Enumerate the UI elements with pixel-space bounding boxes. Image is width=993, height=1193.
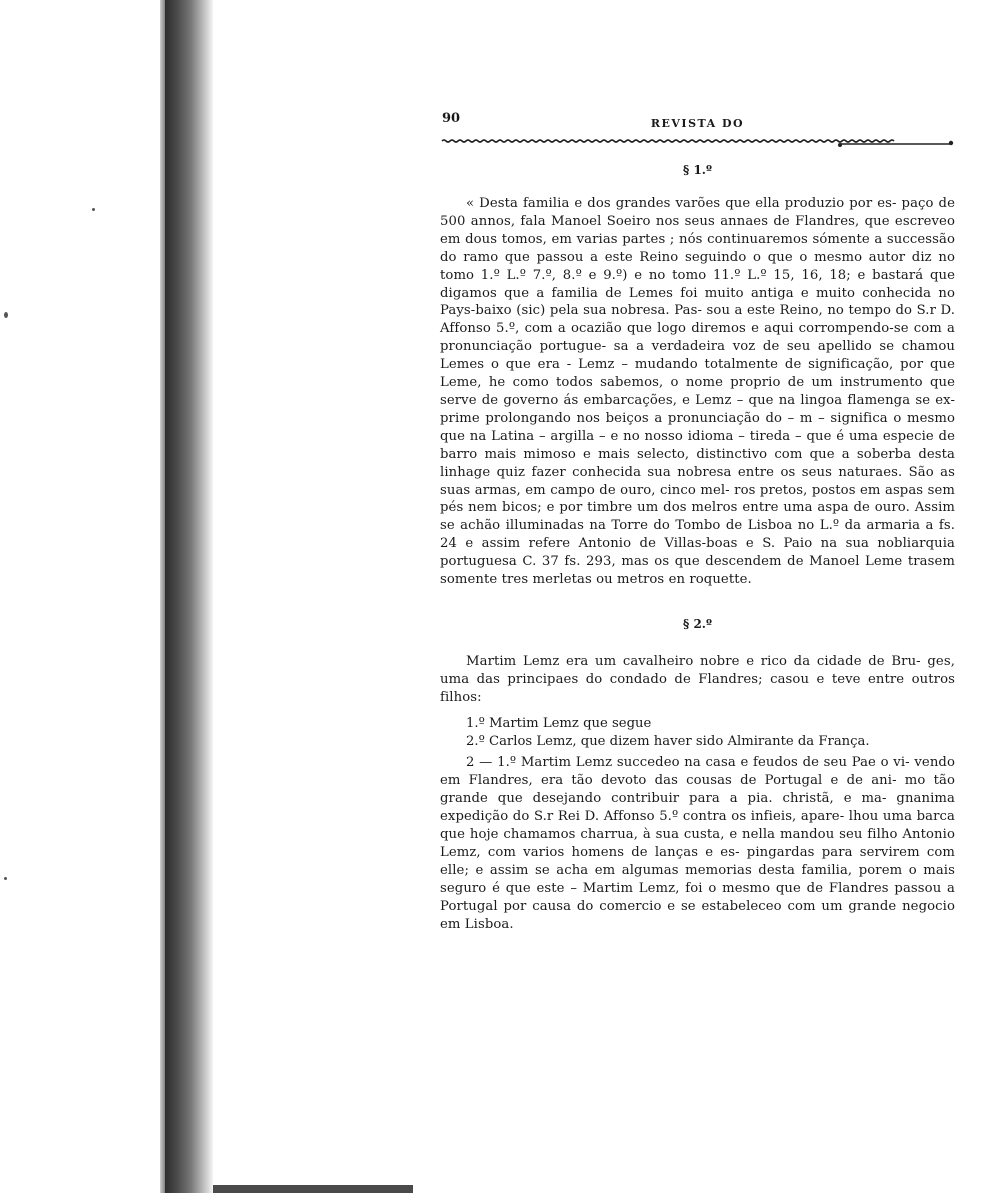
section-2-heading: § 2.º bbox=[683, 616, 712, 631]
header-rule bbox=[440, 135, 955, 151]
scan-speck bbox=[4, 312, 8, 318]
scan-speck bbox=[4, 877, 7, 880]
section-2-paragraph: 2 — 1.º Martim Lemz succedeo na casa e feudos de seu Pae o vi- vendo em Flandres, era tão devoto das cousas de Portugal e de ani- mo tão grande que desejando contribuir para a pia. christã, e ma- gnanima expedição do S.r Rei D. Affonso 5.º contra os infieis, apare- lhou uma barca que hoje chamamos charrua, à sua custa, e nella mandou seu filho Antonio Lemz, com varios homens de lanças e es- pingardas para servirem com elle; e assim se acha em algumas memorias desta familia, porem o mais seguro é que este – Martim Lemz, foi o mesmo que de Flandres passou a Portugal por causa do comercio e se estabeleceo com um grande negocio em Lisboa. bbox=[440, 755, 955, 932]
page-number: 90 bbox=[442, 111, 461, 126]
scan-speck bbox=[92, 208, 95, 211]
list-item: 2.º Carlos Lemz, que dizem haver sido Almirante da França. bbox=[466, 733, 870, 749]
book-page bbox=[440, 105, 955, 934]
page-header bbox=[440, 105, 955, 129]
section-2-intro: Martim Lemz era um cavalheiro nobre e rico da cidade de Bru- ges, uma das principaes do condado de Flandres; casou e teve entre outros filhos: bbox=[440, 653, 955, 705]
section-1-paragraph: « Desta familia e dos grandes varões que ella produzio por es- paço de 500 annos, fala Manoel Soeiro nos seus annaes de Flandres, que escreveo em dous tomos, em varias partes ; nós continuaremos sómente a successão do ramo que passou a este Reino seguindo o que o mesmo autor diz no tomo 1.º L.º 7.º, 8.º e 9.º) e no tomo 11.º L.º 15, 16, 18; e bastará que digamos que a familia de Lemes foi muito antiga e muito conhecida no Pays-baixo (sic) pela sua nobresa. Pas- sou a este Reino, no tempo do S.r D. Affonso 5.º, com a ocazião que logo diremos e aqui corrompendo-se com a pronunciação portugue- sa a verdadeira voz de seu apellido se chamou Lemes o que era - Lemz – mudando totalmente de significação, por que Leme, he como todos sabemos, o nome proprio de um instrumento que serve de governo ás embarcações, e Lemz – que na lingoa flamenga se ex- prime prolongando nos beiços a pronunciação do – m – significa o mesmo que na Latina – argilla – e no nosso idioma – tireda – que é uma especie de barro mais mimoso e mais selecto, distinctivo com que a soberba desta linhage quiz fazer conhecida sua nobresa entre os seus naturaes. São as suas armas, em campo de ouro, cinco mel- ros pretos, postos em aspas sem pés nem bicos; e por timbre um dos melros entre uma aspa de ouro. Assim se achão illuminadas na Torre do Tombo de Lisboa no L.º da armaria a fs. 24 e assim refere Antonio de Villas-boas e S. Paio na sua nobliarquia portuguesa C. 37 fs. 293, mas os que descendem de Manoel Leme trasem somente tres merletas ou metros en roquette. bbox=[440, 196, 955, 588]
running-head: REVISTA DO bbox=[650, 117, 745, 130]
list-item: 1.º Martim Lemz que segue bbox=[466, 715, 652, 731]
book-gutter-shadow bbox=[165, 0, 213, 1193]
page-bottom-edge bbox=[213, 1185, 413, 1193]
wavy-rule-ornament bbox=[440, 135, 955, 151]
section-1-heading: § 1.º bbox=[683, 163, 712, 177]
